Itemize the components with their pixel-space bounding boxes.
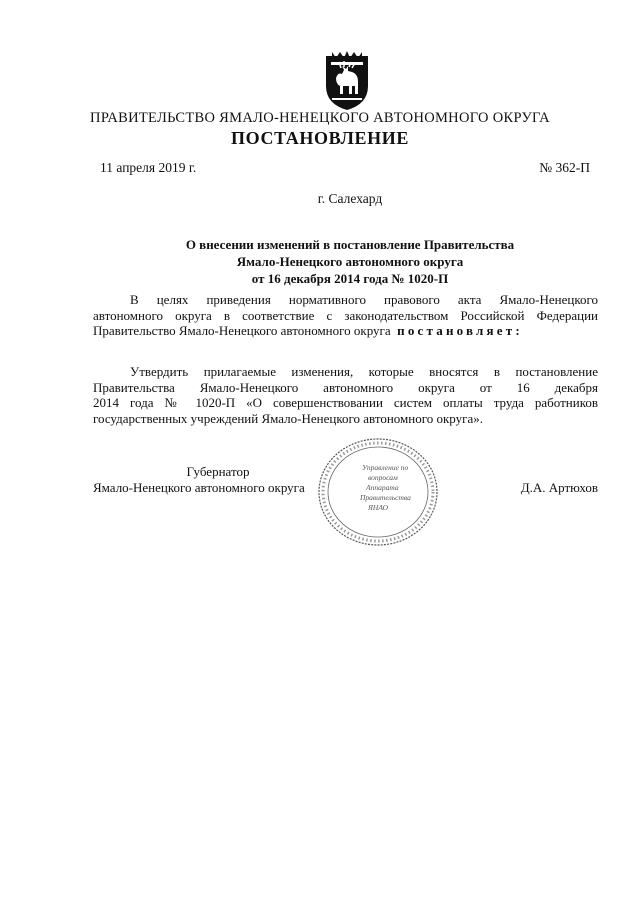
document-number: № 362-П (539, 160, 590, 175)
paragraph-line: В целях приведения нормативного правового акта Ямало-Ненецкого (130, 292, 598, 307)
stamp-text: ЯНАО (368, 503, 389, 512)
signatory-name: Д.А. Артюхов (520, 480, 598, 495)
document-title (100, 236, 600, 287)
title-line: от 16 декабря 2014 года № 1020-П (251, 271, 449, 286)
paragraph-line (93, 323, 598, 339)
stamp-text: Правительства (360, 493, 411, 502)
paragraph-text: Правительство Ямало-Ненецкого автономного округа (93, 323, 391, 338)
title-line: Ямало-Ненецкого автономного округа (236, 254, 464, 269)
title-line: О внесении изменений в постановление Правительства (185, 237, 515, 252)
document-type: ПОСТАНОВЛЕНИЕ (231, 128, 409, 148)
yamal-coat-of-arms-icon (322, 50, 372, 112)
stamp-text: вопросам (368, 473, 398, 482)
paragraph-line: Правительства Ямало-Ненецкого автономного округа от 16 декабря (93, 379, 598, 395)
paragraph-line: Утвердить прилагаемые изменения, которые вносятся в постановление (130, 364, 598, 379)
paragraph-line: автономного округа в соответствие с законодательством Российской Федерации (93, 307, 598, 323)
paragraph-preamble (93, 292, 598, 339)
official-seal-stamp-icon (316, 436, 440, 548)
signatory-role: Губернатор (186, 464, 250, 479)
document-city: г. Салехард (317, 191, 383, 206)
paragraph-line: 2014 года № 1020-П «О совершенствовании систем оплаты труда работников (93, 395, 598, 410)
document-date: 11 апреля 2019 г. (100, 160, 197, 175)
stamp-text: Аппарата (366, 483, 399, 492)
signatory-position (93, 464, 343, 496)
paragraph-resolution (93, 364, 598, 426)
organization-name: ПРАВИТЕЛЬСТВО ЯМАЛО-НЕНЕЦКОГО АВТОНОМНОГО ОКРУГА (90, 110, 550, 126)
paragraph-line: государственных учреждений Ямало-Ненецкого автономного округа». (93, 410, 483, 426)
stamp-text: Управление по (362, 463, 409, 472)
resolves-keyword: постановляет: (397, 323, 523, 338)
signatory-region: Ямало-Ненецкого автономного округа (93, 480, 305, 495)
